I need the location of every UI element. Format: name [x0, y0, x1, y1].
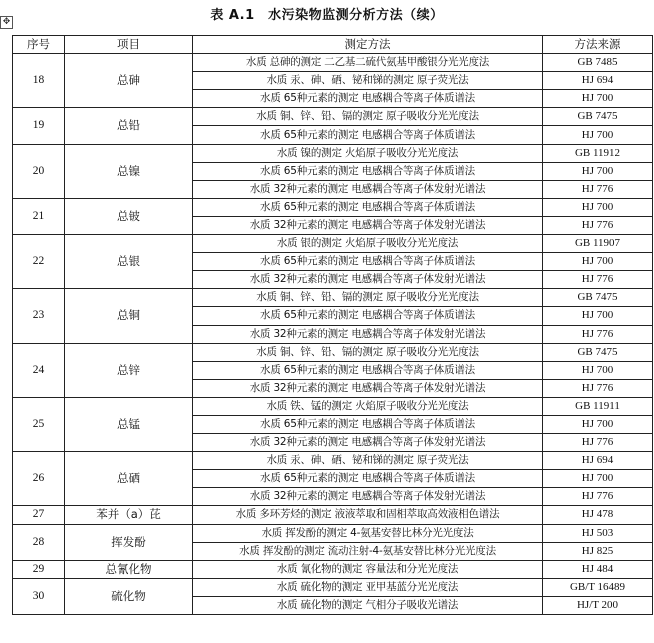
- cell-item: 总铜: [65, 289, 193, 343]
- cell-source: HJ 776: [543, 180, 653, 198]
- cell-method: 水质 65种元素的测定 电感耦合等离子体质谱法: [193, 307, 543, 325]
- cell-source: HJ 478: [543, 506, 653, 524]
- cell-method: 水质 65种元素的测定 电感耦合等离子体质谱法: [193, 90, 543, 108]
- cell-item: 总硒: [65, 452, 193, 506]
- cell-item: 总镍: [65, 144, 193, 198]
- cell-method: 水质 65种元素的测定 电感耦合等离子体质谱法: [193, 162, 543, 180]
- header-item: 项目: [65, 36, 193, 54]
- cell-method: 水质 65种元素的测定 电感耦合等离子体质谱法: [193, 361, 543, 379]
- cell-method: 水质 32种元素的测定 电感耦合等离子体发射光谱法: [193, 216, 543, 234]
- cell-seq: 20: [13, 144, 65, 198]
- cell-source: HJ 700: [543, 307, 653, 325]
- cell-item: 硫化物: [65, 578, 193, 614]
- cell-method: 水质 硫化物的测定 亚甲基蓝分光光度法: [193, 578, 543, 596]
- cell-seq: 30: [13, 578, 65, 614]
- cell-source: GB 7475: [543, 108, 653, 126]
- cell-item: 总铍: [65, 198, 193, 234]
- cell-seq: 28: [13, 524, 65, 560]
- cell-method: 水质 银的测定 火焰原子吸收分光光度法: [193, 235, 543, 253]
- cell-source: GB 11911: [543, 397, 653, 415]
- cell-item: 挥发酚: [65, 524, 193, 560]
- cell-method: 水质 65种元素的测定 电感耦合等离子体质谱法: [193, 253, 543, 271]
- table-move-handle-icon[interactable]: ✥: [0, 16, 13, 29]
- table-row: [13, 343, 653, 361]
- table-row: [13, 578, 653, 596]
- cell-method: 水质 65种元素的测定 电感耦合等离子体质谱法: [193, 198, 543, 216]
- cell-seq: 19: [13, 108, 65, 144]
- cell-method: 水质 32种元素的测定 电感耦合等离子体发射光谱法: [193, 379, 543, 397]
- table-row: [13, 397, 653, 415]
- cell-item: 总锰: [65, 397, 193, 451]
- cell-source: HJ 694: [543, 72, 653, 90]
- cell-source: HJ 700: [543, 90, 653, 108]
- cell-source: HJ 776: [543, 271, 653, 289]
- cell-source: GB 11907: [543, 235, 653, 253]
- cell-source: HJ 484: [543, 560, 653, 578]
- cell-source: HJ 776: [543, 434, 653, 452]
- cell-source: GB/T 16489: [543, 578, 653, 596]
- cell-method: 水质 铁、锰的测定 火焰原子吸收分光光度法: [193, 397, 543, 415]
- cell-method: 水质 铜、锌、铅、镉的测定 原子吸收分光光度法: [193, 289, 543, 307]
- header-source: 方法来源: [543, 36, 653, 54]
- monitoring-methods-table: [12, 35, 653, 615]
- cell-seq: 23: [13, 289, 65, 343]
- cell-source: GB 7485: [543, 54, 653, 72]
- cell-method: 水质 65种元素的测定 电感耦合等离子体质谱法: [193, 415, 543, 433]
- cell-seq: 21: [13, 198, 65, 234]
- cell-method: 水质 挥发酚的测定 流动注射-4-氨基安替比林分光光度法: [193, 542, 543, 560]
- cell-item: 总银: [65, 235, 193, 289]
- cell-method: 水质 铜、锌、铅、镉的测定 原子吸收分光光度法: [193, 343, 543, 361]
- cell-method: 水质 总砷的测定 二乙基二硫代氨基甲酸银分光光度法: [193, 54, 543, 72]
- cell-source: HJ 700: [543, 198, 653, 216]
- cell-method: 水质 铜、锌、铅、镉的测定 原子吸收分光光度法: [193, 108, 543, 126]
- cell-seq: 18: [13, 54, 65, 108]
- cell-source: HJ 694: [543, 452, 653, 470]
- header-seq: 序号: [13, 36, 65, 54]
- cell-source: HJ 700: [543, 361, 653, 379]
- table-row: [13, 289, 653, 307]
- cell-source: HJ 825: [543, 542, 653, 560]
- table-row: [13, 54, 653, 72]
- cell-method: 水质 65种元素的测定 电感耦合等离子体质谱法: [193, 126, 543, 144]
- cell-source: GB 7475: [543, 343, 653, 361]
- cell-source: HJ 700: [543, 253, 653, 271]
- table-row: [13, 524, 653, 542]
- cell-method: 水质 32种元素的测定 电感耦合等离子体发射光谱法: [193, 271, 543, 289]
- table-row: [13, 198, 653, 216]
- cell-method: 水质 汞、砷、硒、铋和锑的测定 原子荧光法: [193, 452, 543, 470]
- cell-seq: 25: [13, 397, 65, 451]
- cell-item: 总铅: [65, 108, 193, 144]
- cell-source: HJ 700: [543, 470, 653, 488]
- table-header-row: [13, 36, 653, 54]
- cell-method: 水质 镍的测定 火焰原子吸收分光光度法: [193, 144, 543, 162]
- cell-method: 水质 32种元素的测定 电感耦合等离子体发射光谱法: [193, 180, 543, 198]
- cell-source: GB 11912: [543, 144, 653, 162]
- cell-seq: 24: [13, 343, 65, 397]
- table-row: [13, 144, 653, 162]
- cell-method: 水质 32种元素的测定 电感耦合等离子体发射光谱法: [193, 434, 543, 452]
- cell-source: HJ 700: [543, 126, 653, 144]
- table-caption: 表 A.1 水污染物监测分析方法（续）: [210, 8, 444, 23]
- table-row: [13, 560, 653, 578]
- cell-seq: 22: [13, 235, 65, 289]
- cell-item: 总氰化物: [65, 560, 193, 578]
- table-row: [13, 452, 653, 470]
- cell-item: 总锌: [65, 343, 193, 397]
- cell-source: HJ 776: [543, 488, 653, 506]
- cell-source: HJ 776: [543, 325, 653, 343]
- cell-seq: 26: [13, 452, 65, 506]
- table-row: [13, 235, 653, 253]
- cell-source: HJ 776: [543, 216, 653, 234]
- cell-item: 总砷: [65, 54, 193, 108]
- cell-source: HJ 700: [543, 162, 653, 180]
- cell-method: 水质 硫化物的测定 气相分子吸收光谱法: [193, 596, 543, 614]
- cell-seq: 27: [13, 506, 65, 524]
- cell-method: 水质 32种元素的测定 电感耦合等离子体发射光谱法: [193, 488, 543, 506]
- cell-source: HJ 776: [543, 379, 653, 397]
- cell-seq: 29: [13, 560, 65, 578]
- table-row: [13, 506, 653, 524]
- table-row: [13, 108, 653, 126]
- cell-method: 水质 65种元素的测定 电感耦合等离子体质谱法: [193, 470, 543, 488]
- cell-source: HJ/T 200: [543, 596, 653, 614]
- cell-method: 水质 汞、砷、硒、铋和锑的测定 原子荧光法: [193, 72, 543, 90]
- cell-source: HJ 700: [543, 415, 653, 433]
- cell-item: 苯并（a）芘: [65, 506, 193, 524]
- header-method: 测定方法: [193, 36, 543, 54]
- cell-method: 水质 32种元素的测定 电感耦合等离子体发射光谱法: [193, 325, 543, 343]
- table-body: [13, 54, 653, 615]
- cell-method: 水质 挥发酚的测定 4-氨基安替比林分光光度法: [193, 524, 543, 542]
- cell-method: 水质 氰化物的测定 容量法和分光光度法: [193, 560, 543, 578]
- cell-source: GB 7475: [543, 289, 653, 307]
- cell-method: 水质 多环芳烃的测定 液液萃取和固相萃取高效液相色谱法: [193, 506, 543, 524]
- cell-source: HJ 503: [543, 524, 653, 542]
